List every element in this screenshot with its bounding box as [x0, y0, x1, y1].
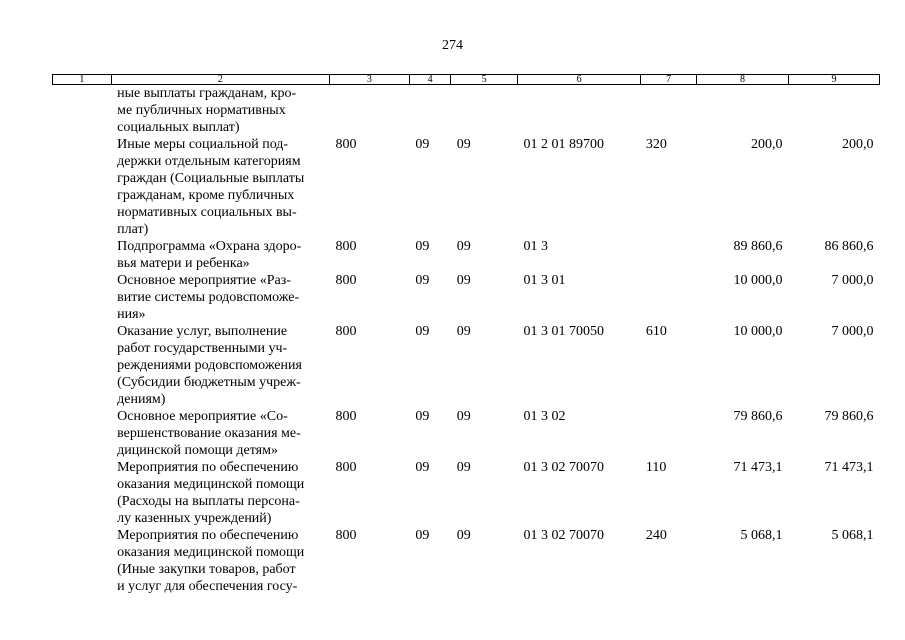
column-header: 4: [409, 75, 450, 85]
table-row: [53, 272, 880, 323]
column-header: 3: [330, 75, 410, 85]
column-header: 8: [696, 75, 788, 85]
cell-item-name: Подпрограмма «Охрана здоро- вья матери и ребенка»: [117, 239, 302, 271]
column-header: 1: [53, 75, 112, 85]
cell-ministry-code: 800: [335, 137, 357, 152]
cell-index: [53, 272, 112, 323]
cell-amount-year2: 5 068,1: [831, 528, 874, 543]
cell-section: 09: [415, 324, 430, 339]
cell-index: [53, 408, 112, 459]
cell-section: [409, 85, 450, 137]
cell-amount-year1: 79 860,6: [733, 409, 783, 424]
cell-expense-type: 320: [645, 137, 667, 152]
cell-index: [53, 323, 112, 408]
cell-expense-type: [641, 238, 697, 272]
cell-item-name: Основное мероприятие «Раз- витие системы родовспоможе- ния»: [117, 273, 300, 322]
table-body: [53, 85, 880, 596]
cell-subsection: 09: [456, 460, 471, 475]
cell-target-article: 01 3 02: [523, 409, 566, 424]
cell-amount-year1: 89 860,6: [733, 239, 783, 254]
cell-section: 09: [415, 409, 430, 424]
cell-target-article: 01 3 02 70070: [523, 460, 605, 475]
cell-amount-year2: 7 000,0: [831, 324, 874, 339]
cell-amount-year1: 71 473,1: [733, 460, 783, 475]
cell-subsection: 09: [456, 137, 471, 152]
cell-amount-year1: [696, 85, 788, 137]
cell-section: 09: [415, 273, 430, 288]
cell-amount-year2: 7 000,0: [831, 273, 874, 288]
cell-expense-type: 240: [645, 528, 667, 543]
cell-subsection: [451, 85, 518, 137]
table-row: [53, 136, 880, 238]
cell-subsection: 09: [456, 409, 471, 424]
table-row: [53, 323, 880, 408]
cell-index: [53, 85, 112, 137]
cell-section: 09: [415, 137, 430, 152]
table-row: [53, 238, 880, 272]
table-row: [53, 408, 880, 459]
cell-expense-type: [641, 85, 697, 137]
cell-amount-year2: 79 860,6: [824, 409, 874, 424]
cell-ministry-code: 800: [335, 460, 357, 475]
cell-target-article: 01 3: [523, 239, 549, 254]
cell-item-name: Иные меры социальной под- держки отдельным категориям граждан (Социальные выплаты гражданам, кроме публичных нормативных социальных вы- плат): [117, 137, 305, 237]
cell-item-name: Основное мероприятие «Со- вершенствование оказания ме- дицинской помощи детям»: [117, 409, 301, 458]
column-header: 6: [518, 75, 641, 85]
column-number-header: [53, 75, 880, 85]
column-header: 9: [788, 75, 879, 85]
cell-target-article: [518, 85, 641, 137]
cell-target-article: 01 3 01 70050: [523, 324, 605, 339]
table-row: [53, 527, 880, 595]
cell-subsection: 09: [456, 528, 471, 543]
column-header: 5: [451, 75, 518, 85]
cell-target-article: 01 3 02 70070: [523, 528, 605, 543]
cell-section: 09: [415, 528, 430, 543]
budget-table: [52, 74, 880, 595]
cell-amount-year2: 71 473,1: [824, 460, 874, 475]
cell-amount-year2: 86 860,6: [824, 239, 874, 254]
cell-item-name: Оказание услуг, выполнение работ государственными уч- реждениями родовспоможения (Субсидии бюджетным учреж- дениям): [117, 324, 302, 407]
cell-section: 09: [415, 239, 430, 254]
cell-ministry-code: 800: [335, 324, 357, 339]
cell-target-article: 01 2 01 89700: [523, 137, 605, 152]
cell-ministry-code: 800: [335, 273, 357, 288]
cell-item-name: ные выплаты гражданам, кро- ме публичных нормативных социальных выплат): [117, 86, 297, 135]
cell-ministry-code: 800: [335, 409, 357, 424]
cell-index: [53, 238, 112, 272]
cell-index: [53, 527, 112, 595]
page-number: 274: [442, 38, 463, 53]
column-header: 7: [641, 75, 697, 85]
cell-amount-year1: 200,0: [750, 137, 783, 152]
cell-amount-year2: [788, 85, 879, 137]
cell-subsection: 09: [456, 324, 471, 339]
table-row: [53, 459, 880, 527]
cell-ministry-code: 800: [335, 528, 357, 543]
cell-index: [53, 459, 112, 527]
cell-expense-type: 110: [645, 460, 667, 475]
cell-amount-year1: 10 000,0: [733, 324, 783, 339]
cell-item-name: Мероприятия по обеспечению оказания медицинской помощи (Расходы на выплаты персона- лу казенных учреждений): [117, 460, 305, 526]
cell-ministry-code: [330, 85, 410, 137]
cell-amount-year2: 200,0: [842, 137, 874, 152]
cell-amount-year1: 5 068,1: [740, 528, 783, 543]
column-header: 2: [111, 75, 329, 85]
cell-target-article: 01 3 01: [523, 273, 566, 288]
cell-amount-year1: 10 000,0: [733, 273, 783, 288]
cell-section: 09: [415, 460, 430, 475]
cell-subsection: 09: [456, 273, 471, 288]
cell-expense-type: [641, 408, 697, 459]
cell-index: [53, 136, 112, 238]
cell-expense-type: [641, 272, 697, 323]
cell-subsection: 09: [456, 239, 471, 254]
cell-item-name: Мероприятия по обеспечению оказания медицинской помощи (Иные закупки товаров, работ и услуг для обеспечения госу-: [117, 528, 305, 594]
table-row: [53, 85, 880, 137]
cell-ministry-code: 800: [335, 239, 357, 254]
cell-expense-type: 610: [645, 324, 667, 339]
